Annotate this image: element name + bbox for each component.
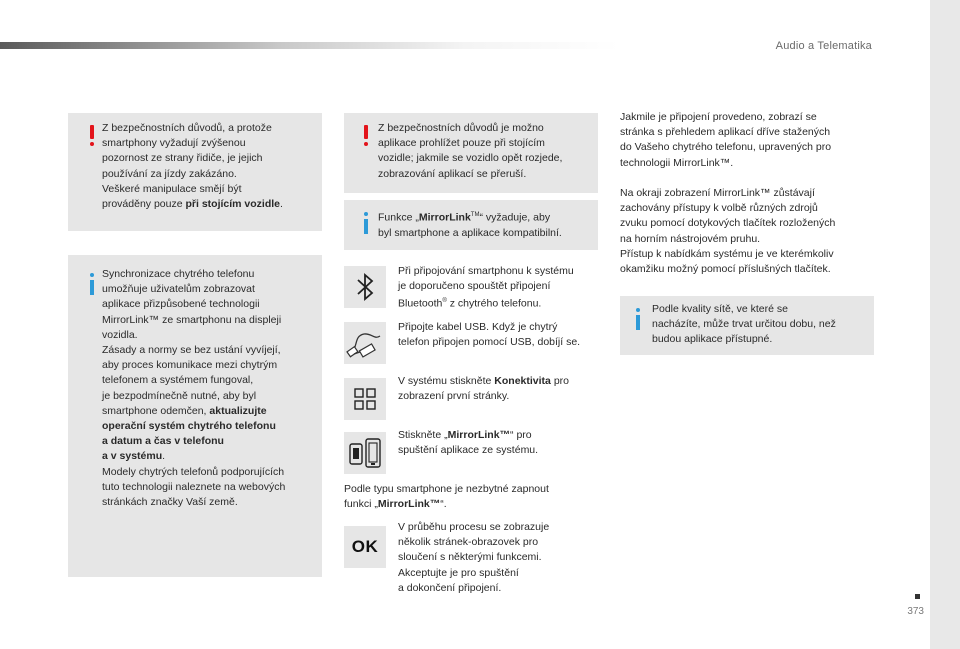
warning-text: Z bezpečnostních důvodů, a protože smartphony vyžadují zvýšenou pozornost ze strany řidiče, je jejich používání za jízdy zakázáno. Veškeré manipulace smějí být prováděny pouze při stojícím vozidle. xyxy=(102,122,283,211)
usb-cable-icon xyxy=(344,322,386,364)
warning-box-stationary xyxy=(344,113,598,193)
mirrorlink-enable-note: Podle typu smartphone je nezbytné zapnout funkci „MirrorLink™“. xyxy=(344,483,549,511)
info-box-synchronization xyxy=(68,255,322,577)
info-text: Podle kvality sítě, ve které se nacházíte, může trvat určitou dobu, než budou aplikace přístupné. xyxy=(652,303,836,346)
warning-exclamation-icon xyxy=(88,125,96,147)
bluetooth-icon-box xyxy=(344,266,386,308)
grid-apps-icon-box xyxy=(344,378,386,420)
grid-apps-icon xyxy=(344,378,386,420)
page-number: 373 xyxy=(907,606,924,617)
ok-icon: OK xyxy=(351,537,379,556)
step-mirrorlink-text: Stiskněte „MirrorLink™“ pro spuštění aplikace ze systému. xyxy=(398,429,539,457)
warning-exclamation-icon xyxy=(362,125,370,147)
info-i-icon xyxy=(362,212,370,234)
info-i-icon xyxy=(634,308,642,330)
connection-done-paragraph: Jakmile je připojení provedeno, zobrazí se stránka s přehledem aplikací dříve stažených do Vašeho chytrého telefonu, upravených pro technologii MirrorLink™. xyxy=(620,111,832,169)
usb-cable-icon-box xyxy=(344,322,386,364)
ok-icon-box xyxy=(344,526,386,568)
mirrorlink-access-paragraph: Na okraji zobrazení MirrorLink™ zůstávají zachovány přístupy k volbě různých zdrojů zvuku pomocí dotykových tlačítek rozložených na horním nástrojovém pruhu. Přístup k nabídkám systému je ve kterémkoliv okamžiku možný pomocí příslušných tlačítek. xyxy=(620,187,836,276)
info-i-icon xyxy=(88,273,96,295)
step-ok-text: V průběhu procesu se zobrazuje několik stránek-obrazovek pro sloučení s některými funkcemi. Akceptujte je pro spuštění a dokončení připojení. xyxy=(398,521,550,594)
section-title: Audio a Telematika xyxy=(775,40,872,52)
warning-box-driving xyxy=(68,113,322,231)
info-box-network xyxy=(620,296,874,355)
bluetooth-icon xyxy=(344,266,386,308)
warning-text: Z bezpečnostních důvodů je možno aplikace prohlížet pouze při stojícím vozidle; jakmile se vozidlo opět rozjede, zobrazování aplikací se přeruší. xyxy=(378,122,563,180)
step-usb-text: Připojte kabel USB. Když je chytrý telefon připojen pomocí USB, dobíjí se. xyxy=(398,321,581,349)
step-connectivity-text: V systému stiskněte Konektivita pro zobrazení první stránky. xyxy=(398,375,569,403)
info-box-compatibility xyxy=(344,200,598,250)
page-continue-marker xyxy=(915,594,920,599)
mirrorlink-phone-icon-box xyxy=(344,432,386,474)
info-text: Synchronizace chytrého telefonu umožňuje uživatelům zobrazovat aplikace přizpůsobené technologii MirrorLink™ ze smartphonu na displeji vozidla. Zásady a normy se bez ustání vyvíjejí, aby proces komunikace mezi chytrým telefonem a systémem fungoval, je bezpodmínečně nutné, aby byl smartphone odemčen, aktualizujte operační systém chytrého telefonu a datum a čas v telefonu a v systému. Modely chytrých telefonů podporujících tuto technologii naleznete na webových stránkách značky Vaší země. xyxy=(102,268,286,509)
info-text: Funkce „MirrorLink™“ vyžaduje, aby byl smartphone a aplikace kompatibilní. xyxy=(378,211,562,239)
step-bluetooth-text: Při připojování smartphonu k systému je doporučeno spouštět připojení Bluetooth® z chytrého telefonu. xyxy=(398,265,574,310)
mirrorlink-phone-icon xyxy=(344,432,386,474)
header-gradient-bar xyxy=(0,42,620,49)
page-side-strip xyxy=(930,0,960,649)
